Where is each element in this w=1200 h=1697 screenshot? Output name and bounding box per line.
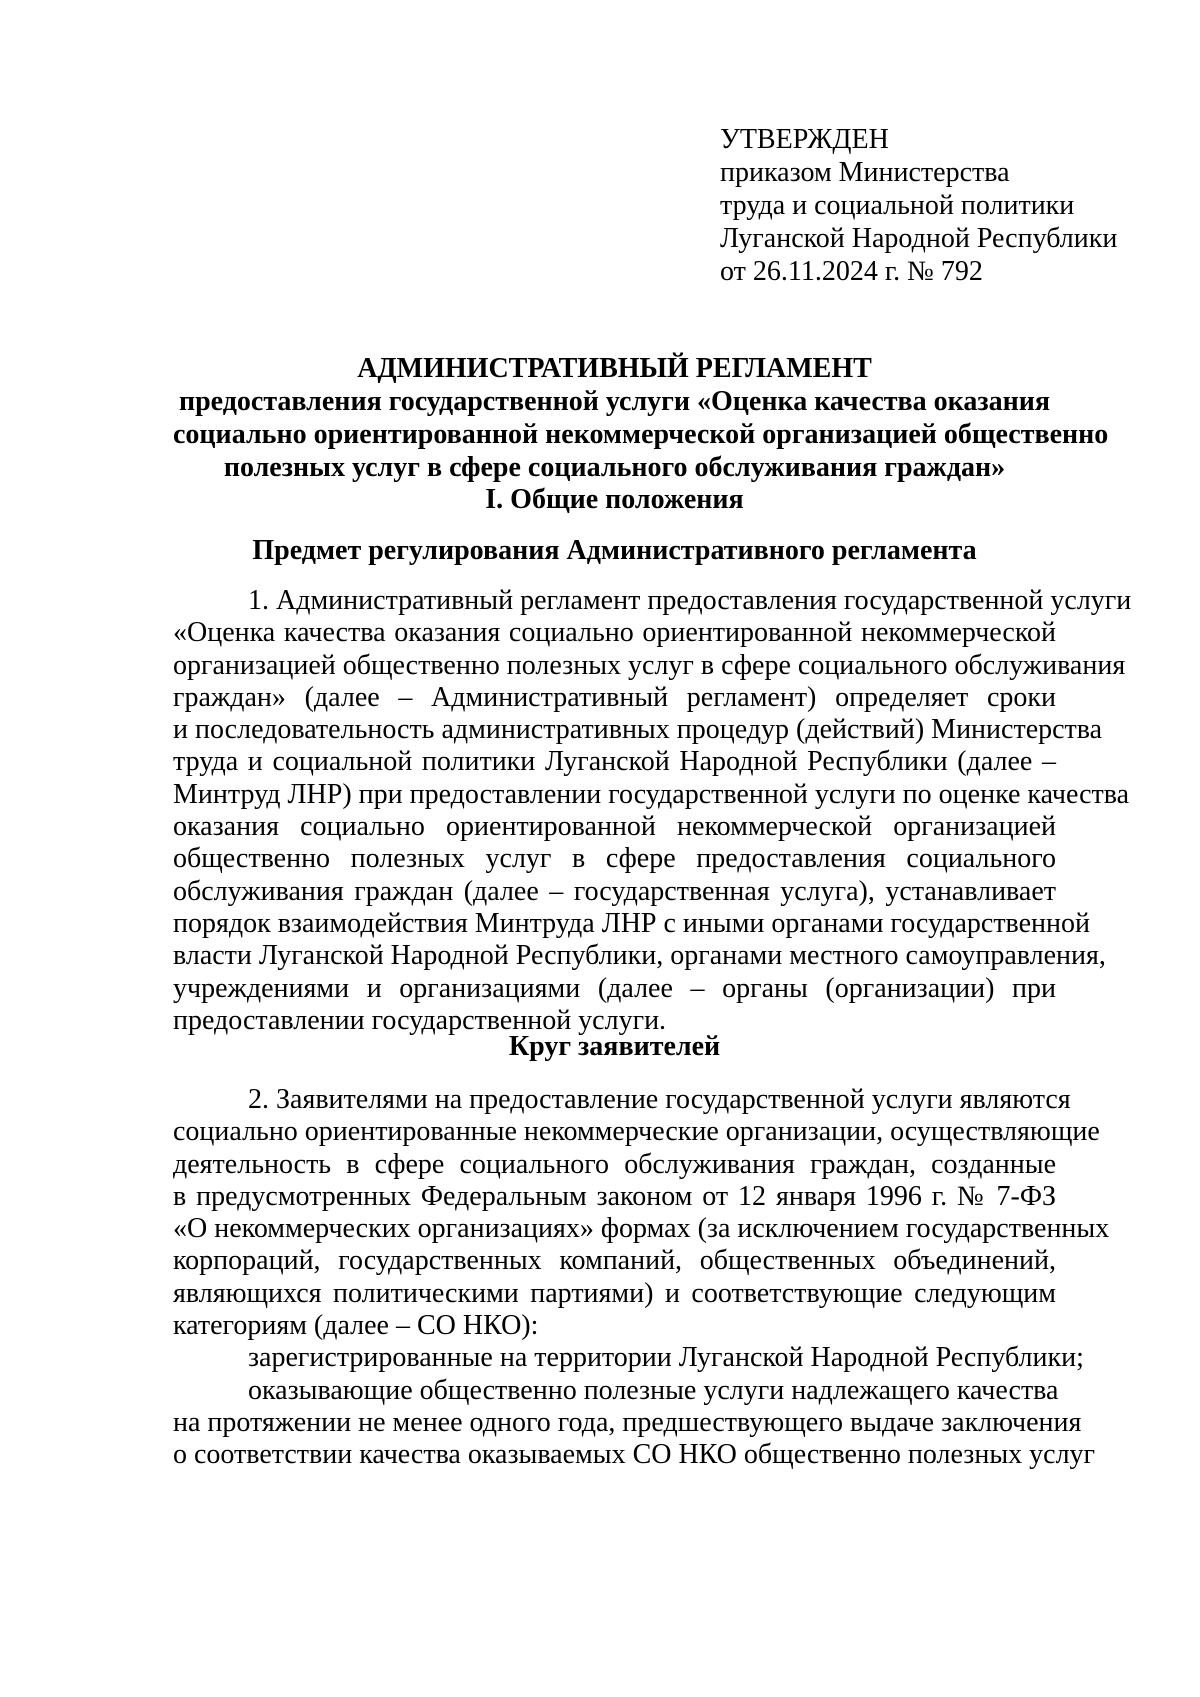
approval-line-order: приказом Министерства xyxy=(720,157,1010,188)
text-line: оказания социально ориентированной некоммерческой организацией xyxy=(173,811,1056,843)
text-line: организацией общественно полезных услуг в сфере социального обслуживания xyxy=(173,649,1126,681)
approval-line-approved: УТВЕРЖДЕН xyxy=(720,124,889,155)
approval-line-republic: Луганской Народной Республики xyxy=(720,223,1118,254)
text-line: «Оценка качества оказания социально ориентированной некоммерческой xyxy=(173,617,1056,649)
text-line: на протяжении не менее одного года, предшествующего выдаче заключения xyxy=(173,1406,1082,1438)
text-line: категориям (далее – СО НКО): xyxy=(173,1310,539,1342)
paragraph-1 xyxy=(173,585,1132,1037)
text-line: о соответствии качества оказываемых СО НКО общественно полезных услуг xyxy=(173,1439,1096,1471)
text-line: обслуживания граждан (далее – государственная услуга), устанавливает xyxy=(173,875,1056,907)
paragraph-2 xyxy=(173,1084,1110,1472)
list-item-registered: зарегистрированные на территории Луганской Народной Республики; xyxy=(248,1342,1084,1374)
text-line: труда и социальной политики Луганской Народной Республики (далее – xyxy=(173,746,1056,778)
text-line: социально ориентированные некоммерческие организации, осуществляющие xyxy=(173,1116,1100,1148)
text-line: предоставлении государственной услуги. xyxy=(173,1004,667,1036)
text-line: порядок взаимодействия Минтруда ЛНР с иными органами государственной xyxy=(173,907,1090,939)
text-line: и последовательность административных процедур (действий) Министерства xyxy=(173,714,1103,746)
text-line: деятельность в сфере социального обслуживания граждан, созданные xyxy=(173,1148,1056,1180)
title-line: предоставления государственной услуги «Оценка качества оказания xyxy=(178,386,1051,417)
title-line: социально ориентированной некоммерческой организацией общественно xyxy=(173,419,1109,450)
text-line: в предусмотренных Федеральным законом от 12 января 1996 г. № 7-ФЗ xyxy=(173,1180,1056,1212)
text-line: учреждениями и организациями (далее – органы (организации) при xyxy=(173,972,1056,1004)
title-line: АДМИНИСТРАТИВНЫЙ РЕГЛАМЕНТ xyxy=(357,353,872,384)
text-line: власти Луганской Народной Республики, органами местного самоуправления, xyxy=(173,940,1106,972)
section-heading-general: I. Общие положения xyxy=(485,484,744,515)
document-title xyxy=(173,352,1109,484)
text-line: «О некоммерческих организациях» формах (за исключением государственных xyxy=(173,1213,1110,1245)
text-line: корпораций, государственных компаний, общественных объединений, xyxy=(173,1245,1056,1277)
section-heading-applicants: Круг заявителей xyxy=(508,1031,721,1062)
approval-line-ministry: труда и социальной политики xyxy=(720,190,1075,221)
text-line: являющихся политическими партиями) и соответствующие следующим xyxy=(173,1277,1056,1309)
text-line: общественно полезных услуг в сфере предоставления социального xyxy=(173,843,1056,875)
text-line: оказывающие общественно полезные услуги надлежащего качества xyxy=(248,1374,1059,1406)
title-line: полезных услуг в сфере социального обслуживания граждан» xyxy=(223,452,1006,483)
approval-line-date-number: от 26.11.2024 г. № 792 xyxy=(720,256,983,287)
text-line: Минтруд ЛНР) при предоставлении государственной услуги по оценке качества xyxy=(173,778,1130,810)
subheading-regulation-subject: Предмет регулирования Административного регламента xyxy=(252,535,977,566)
text-line: граждан» (далее – Административный регламент) определяет сроки xyxy=(173,681,1056,713)
approval-stamp-block xyxy=(720,123,1117,288)
text-line: 1. Административный регламент предоставления государственной услуги xyxy=(248,585,1132,616)
text-line: 2. Заявителями на предоставление государственной услуги являются xyxy=(248,1084,1071,1115)
